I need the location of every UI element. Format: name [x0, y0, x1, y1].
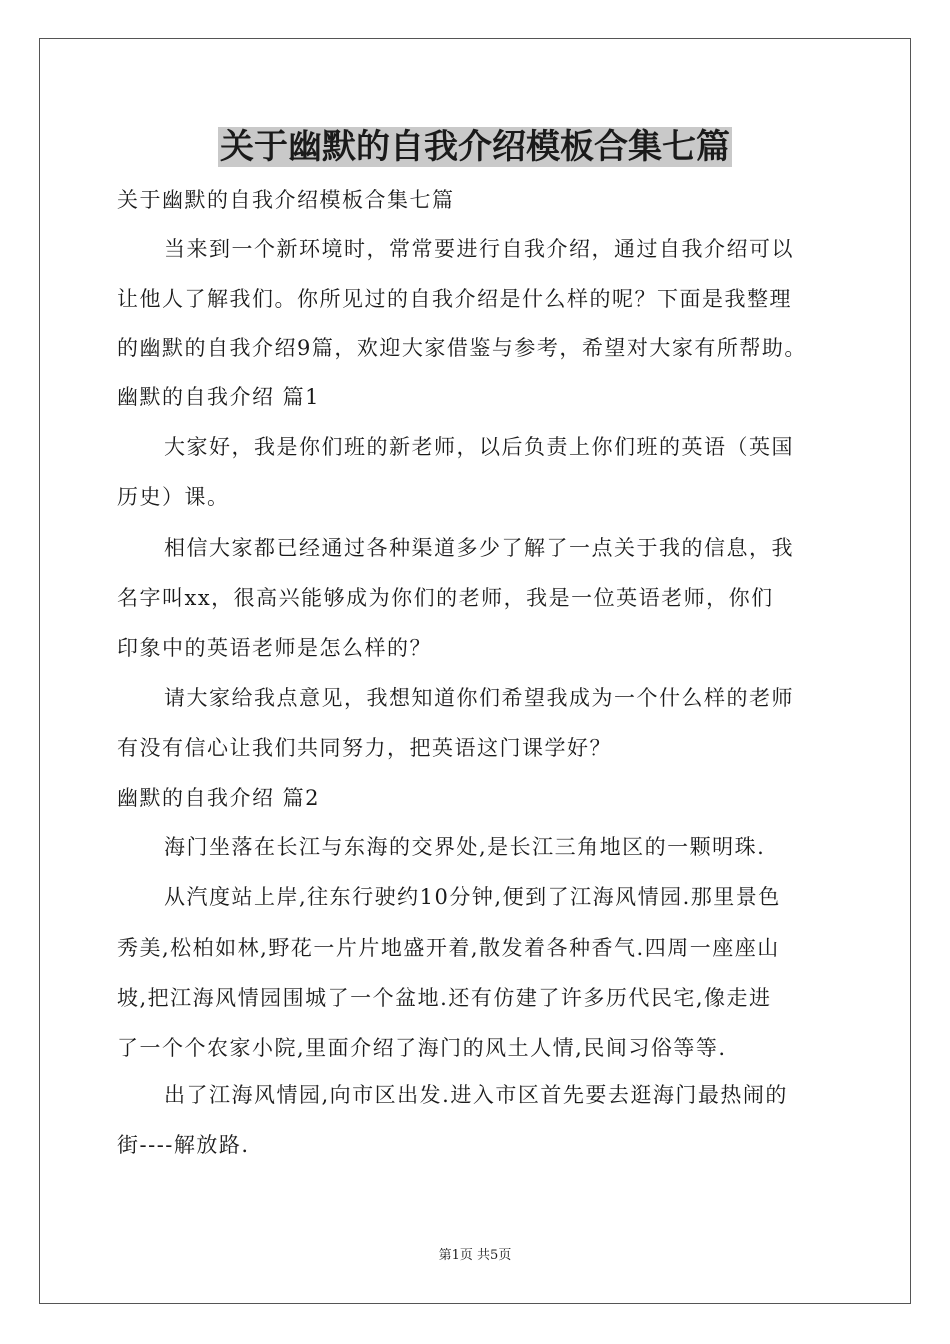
paragraph-line: 有没有信心让我们共同努力，把英语这门课学好？: [117, 736, 612, 760]
paragraph-line: 海门坐落在长江与东海的交界处,是长江三角地区的一颗明珠.: [164, 835, 766, 859]
paragraph-line: 名字叫xx，很高兴能够成为你们的老师，我是一位英语老师，你们: [117, 586, 774, 610]
paragraph-line: 历史）课。: [117, 485, 230, 509]
document-title: 关于幽默的自我介绍模板合集七篇: [220, 127, 730, 167]
section-heading: 幽默的自我介绍 篇2: [117, 786, 321, 810]
paragraph-line: 大家好，我是你们班的新老师，以后负责上你们班的英语（英国: [164, 435, 794, 459]
paragraph-line: 从汽度站上岸,往东行驶约10分钟,便到了江海风情园.那里景色: [164, 885, 781, 909]
paragraph-line: 街----解放路.: [117, 1133, 250, 1157]
paragraph-line: 坡,把江海风情园围城了一个盆地.还有仿建了许多历代民宅,像走进: [117, 986, 772, 1010]
paragraph-line: 的幽默的自我介绍9篇，欢迎大家借鉴与参考，希望对大家有所帮助。: [117, 336, 807, 360]
paragraph-line: 出了江海风情园,向市区出发.进入市区首先要去逛海门最热闹的: [164, 1083, 788, 1107]
subtitle-line: 关于幽默的自我介绍模板合集七篇: [117, 188, 455, 212]
paragraph-line: 了一个个农家小院,里面介绍了海门的风土人情,民间习俗等等.: [117, 1036, 727, 1060]
paragraph-line: 当来到一个新环境时，常常要进行自我介绍，通过自我介绍可以: [164, 237, 794, 261]
page-number-footer: 第1页 共5页: [438, 1248, 512, 1263]
paragraph-line: 印象中的英语老师是怎么样的？: [117, 636, 432, 660]
page-border: [39, 38, 911, 1304]
paragraph-line: 相信大家都已经通过各种渠道多少了解了一点关于我的信息，我: [164, 536, 794, 560]
paragraph-line: 让他人了解我们。你所见过的自我介绍是什么样的呢？下面是我整理: [117, 287, 792, 311]
paragraph-line: 请大家给我点意见，我想知道你们希望我成为一个什么样的老师: [164, 686, 794, 710]
paragraph-line: 秀美,松柏如林,野花一片片地盛开着,散发着各种香气.四周一座座山: [117, 936, 780, 960]
section-heading: 幽默的自我介绍 篇1: [117, 385, 321, 409]
